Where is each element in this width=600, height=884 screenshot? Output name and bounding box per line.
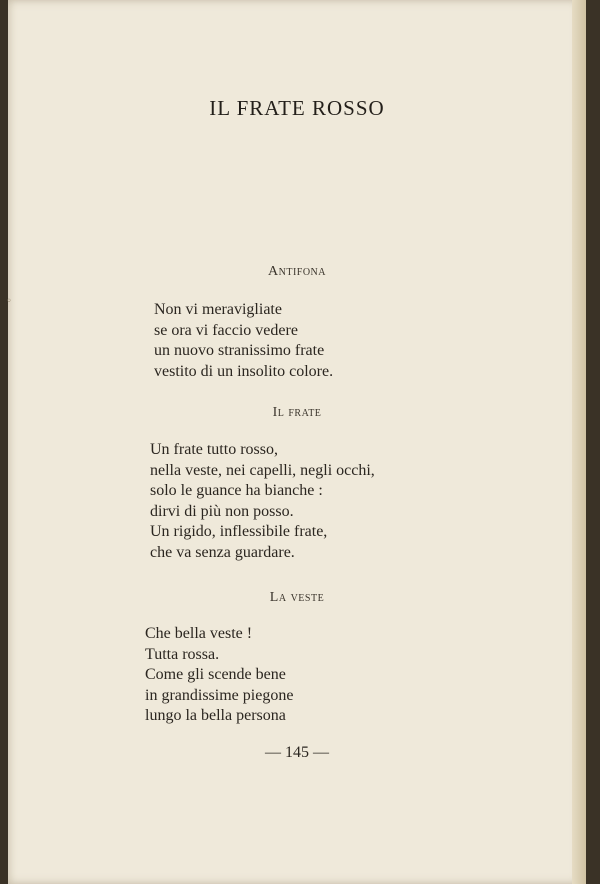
section-heading-la-veste: La veste xyxy=(269,590,325,605)
verse-line: lungo la bella persona xyxy=(145,707,286,724)
binding-mark: ◦ xyxy=(6,296,12,307)
verse-line: un nuovo stranissimo frate xyxy=(154,342,325,359)
stanza-la-veste xyxy=(145,624,293,727)
verse-line: che va senza guardare. xyxy=(150,543,295,561)
verse-line: Che bella veste ! xyxy=(145,625,253,642)
verse-line: Come gli scende bene xyxy=(145,666,286,683)
verse-line: se ora vi faccio vedere xyxy=(154,321,298,339)
stanza-il-frate xyxy=(150,440,375,563)
verse-line: Non vi meravigliate xyxy=(154,301,282,318)
verse-line: Un frate tutto rosso, xyxy=(150,441,278,458)
section-heading-il-frate: Il frate xyxy=(272,405,322,420)
verse-line: Un rigido, inflessibile frate, xyxy=(150,523,328,540)
verse-line: dirvi di più non posso. xyxy=(150,502,294,520)
verse-line: solo le guance ha bianche : xyxy=(150,482,323,499)
poem-title: IL FRATE ROSSO xyxy=(209,96,385,120)
verse-line: nella veste, nei capelli, negli occhi, xyxy=(150,461,375,479)
stanza-antifona xyxy=(154,300,333,382)
page-number: — 145 — xyxy=(265,744,329,761)
book-page xyxy=(8,0,586,884)
section-heading-antifona: Antifona xyxy=(268,264,326,279)
verse-line: vestito di un insolito colore. xyxy=(154,362,334,380)
verse-line: in grandissime piegone xyxy=(145,686,294,704)
verse-line: Tutta rossa. xyxy=(145,645,220,663)
